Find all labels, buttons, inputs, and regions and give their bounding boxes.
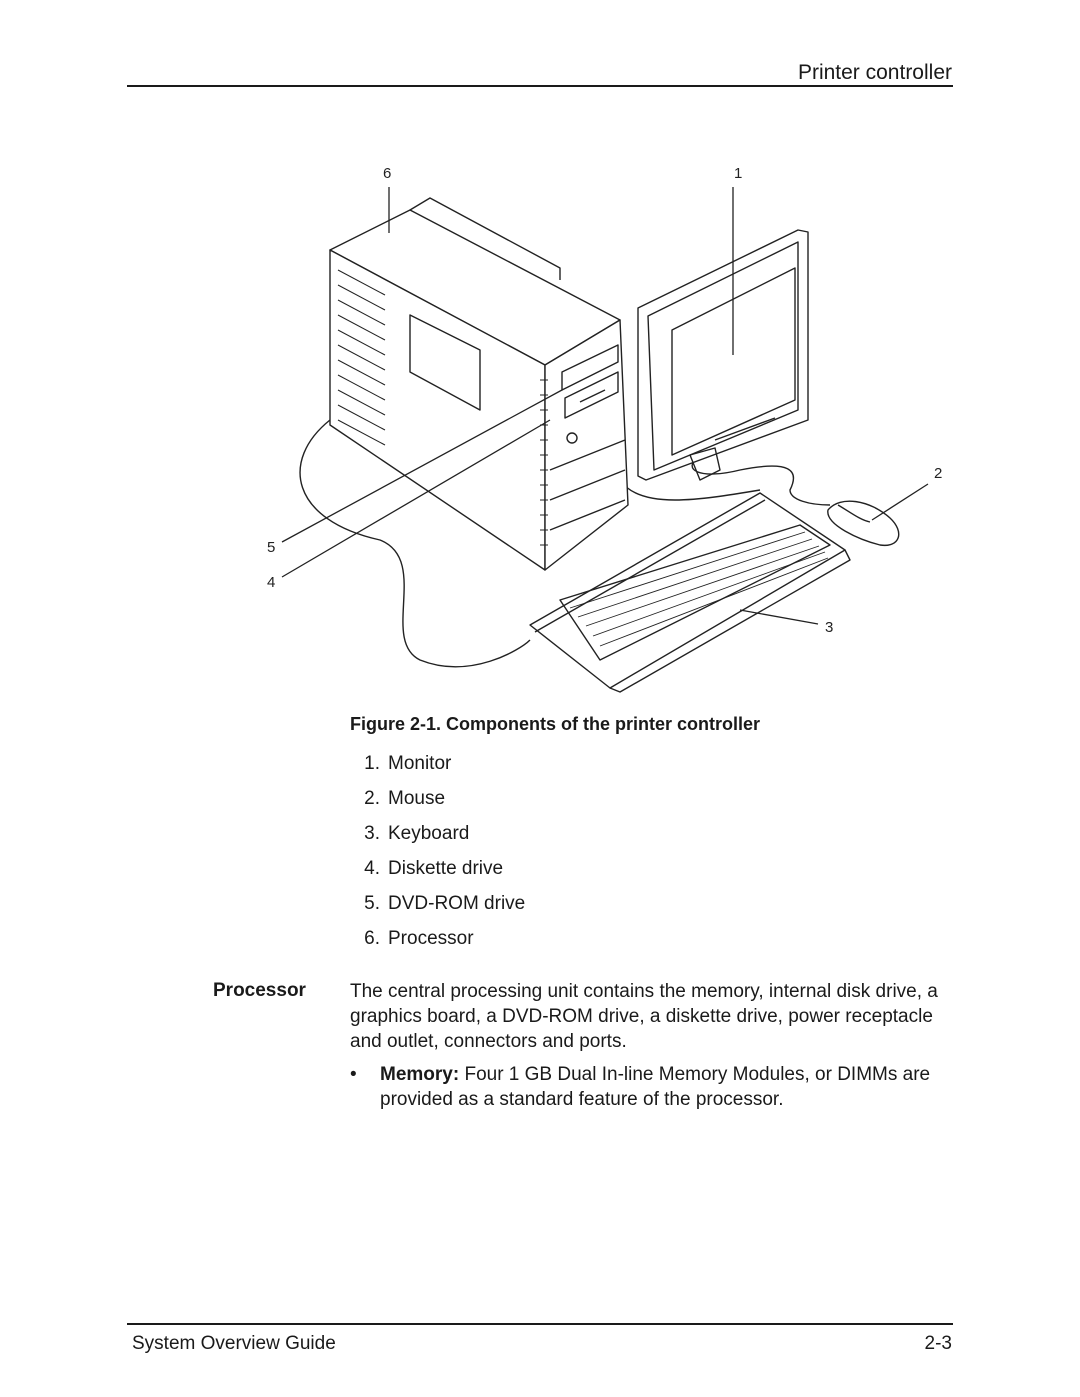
- list-item: [350, 781, 525, 816]
- running-header: Printer controller: [797, 61, 952, 84]
- list-item: [350, 851, 525, 886]
- processor-tower: [330, 198, 628, 570]
- list-item-number: 3.: [364, 823, 380, 844]
- bullet-text: [380, 1062, 960, 1112]
- list-item-number: 5.: [364, 893, 380, 914]
- list-item: [350, 746, 525, 781]
- mouse: [828, 501, 899, 545]
- list-item: [350, 921, 525, 956]
- section-heading: Processor: [213, 980, 306, 1001]
- footer-rule: [127, 1323, 953, 1325]
- list-item-number: 4.: [364, 858, 380, 879]
- list-item-label: DVD-ROM drive: [388, 893, 526, 914]
- leader-line-2: [872, 484, 928, 520]
- list-item-label: Processor: [388, 928, 474, 949]
- list-item: [350, 816, 525, 851]
- bullet-item: [350, 1062, 960, 1112]
- list-item-number: 6.: [364, 928, 380, 949]
- list-item-number: 1.: [364, 753, 380, 774]
- bullet-description: Four 1 GB Dual In-line Memory Modules, or DIMMs are provided as a standard feature of the processor.: [380, 1064, 931, 1110]
- callout-3: 3: [825, 619, 834, 636]
- list-item-label: Mouse: [388, 788, 446, 809]
- callout-1: 1: [734, 165, 743, 182]
- footer-doc-title: System Overview Guide: [132, 1333, 336, 1354]
- list-item-number: 2.: [364, 788, 380, 809]
- bullet-mark: •: [350, 1064, 357, 1085]
- callout-6: 6: [383, 165, 392, 182]
- callout-5: 5: [267, 539, 276, 556]
- body-paragraph: The central processing unit contains the memory, internal disk drive, a graphics board, a DVD-ROM drive, a diskette drive, power receptacle and outlet, connectors and ports.: [350, 981, 938, 1052]
- list-item: [350, 886, 525, 921]
- callout-2: 2: [934, 465, 943, 482]
- callout-4: 4: [267, 574, 276, 591]
- bullet-term: Memory:: [380, 1064, 460, 1085]
- component-list: [350, 746, 525, 956]
- monitor: [638, 230, 808, 480]
- list-item-label: Monitor: [388, 753, 452, 774]
- figure-caption: Figure 2-1. Components of the printer controller: [350, 714, 761, 734]
- list-item-label: Diskette drive: [388, 858, 504, 879]
- page-number: 2-3: [924, 1333, 952, 1354]
- list-item-label: Keyboard: [388, 823, 470, 844]
